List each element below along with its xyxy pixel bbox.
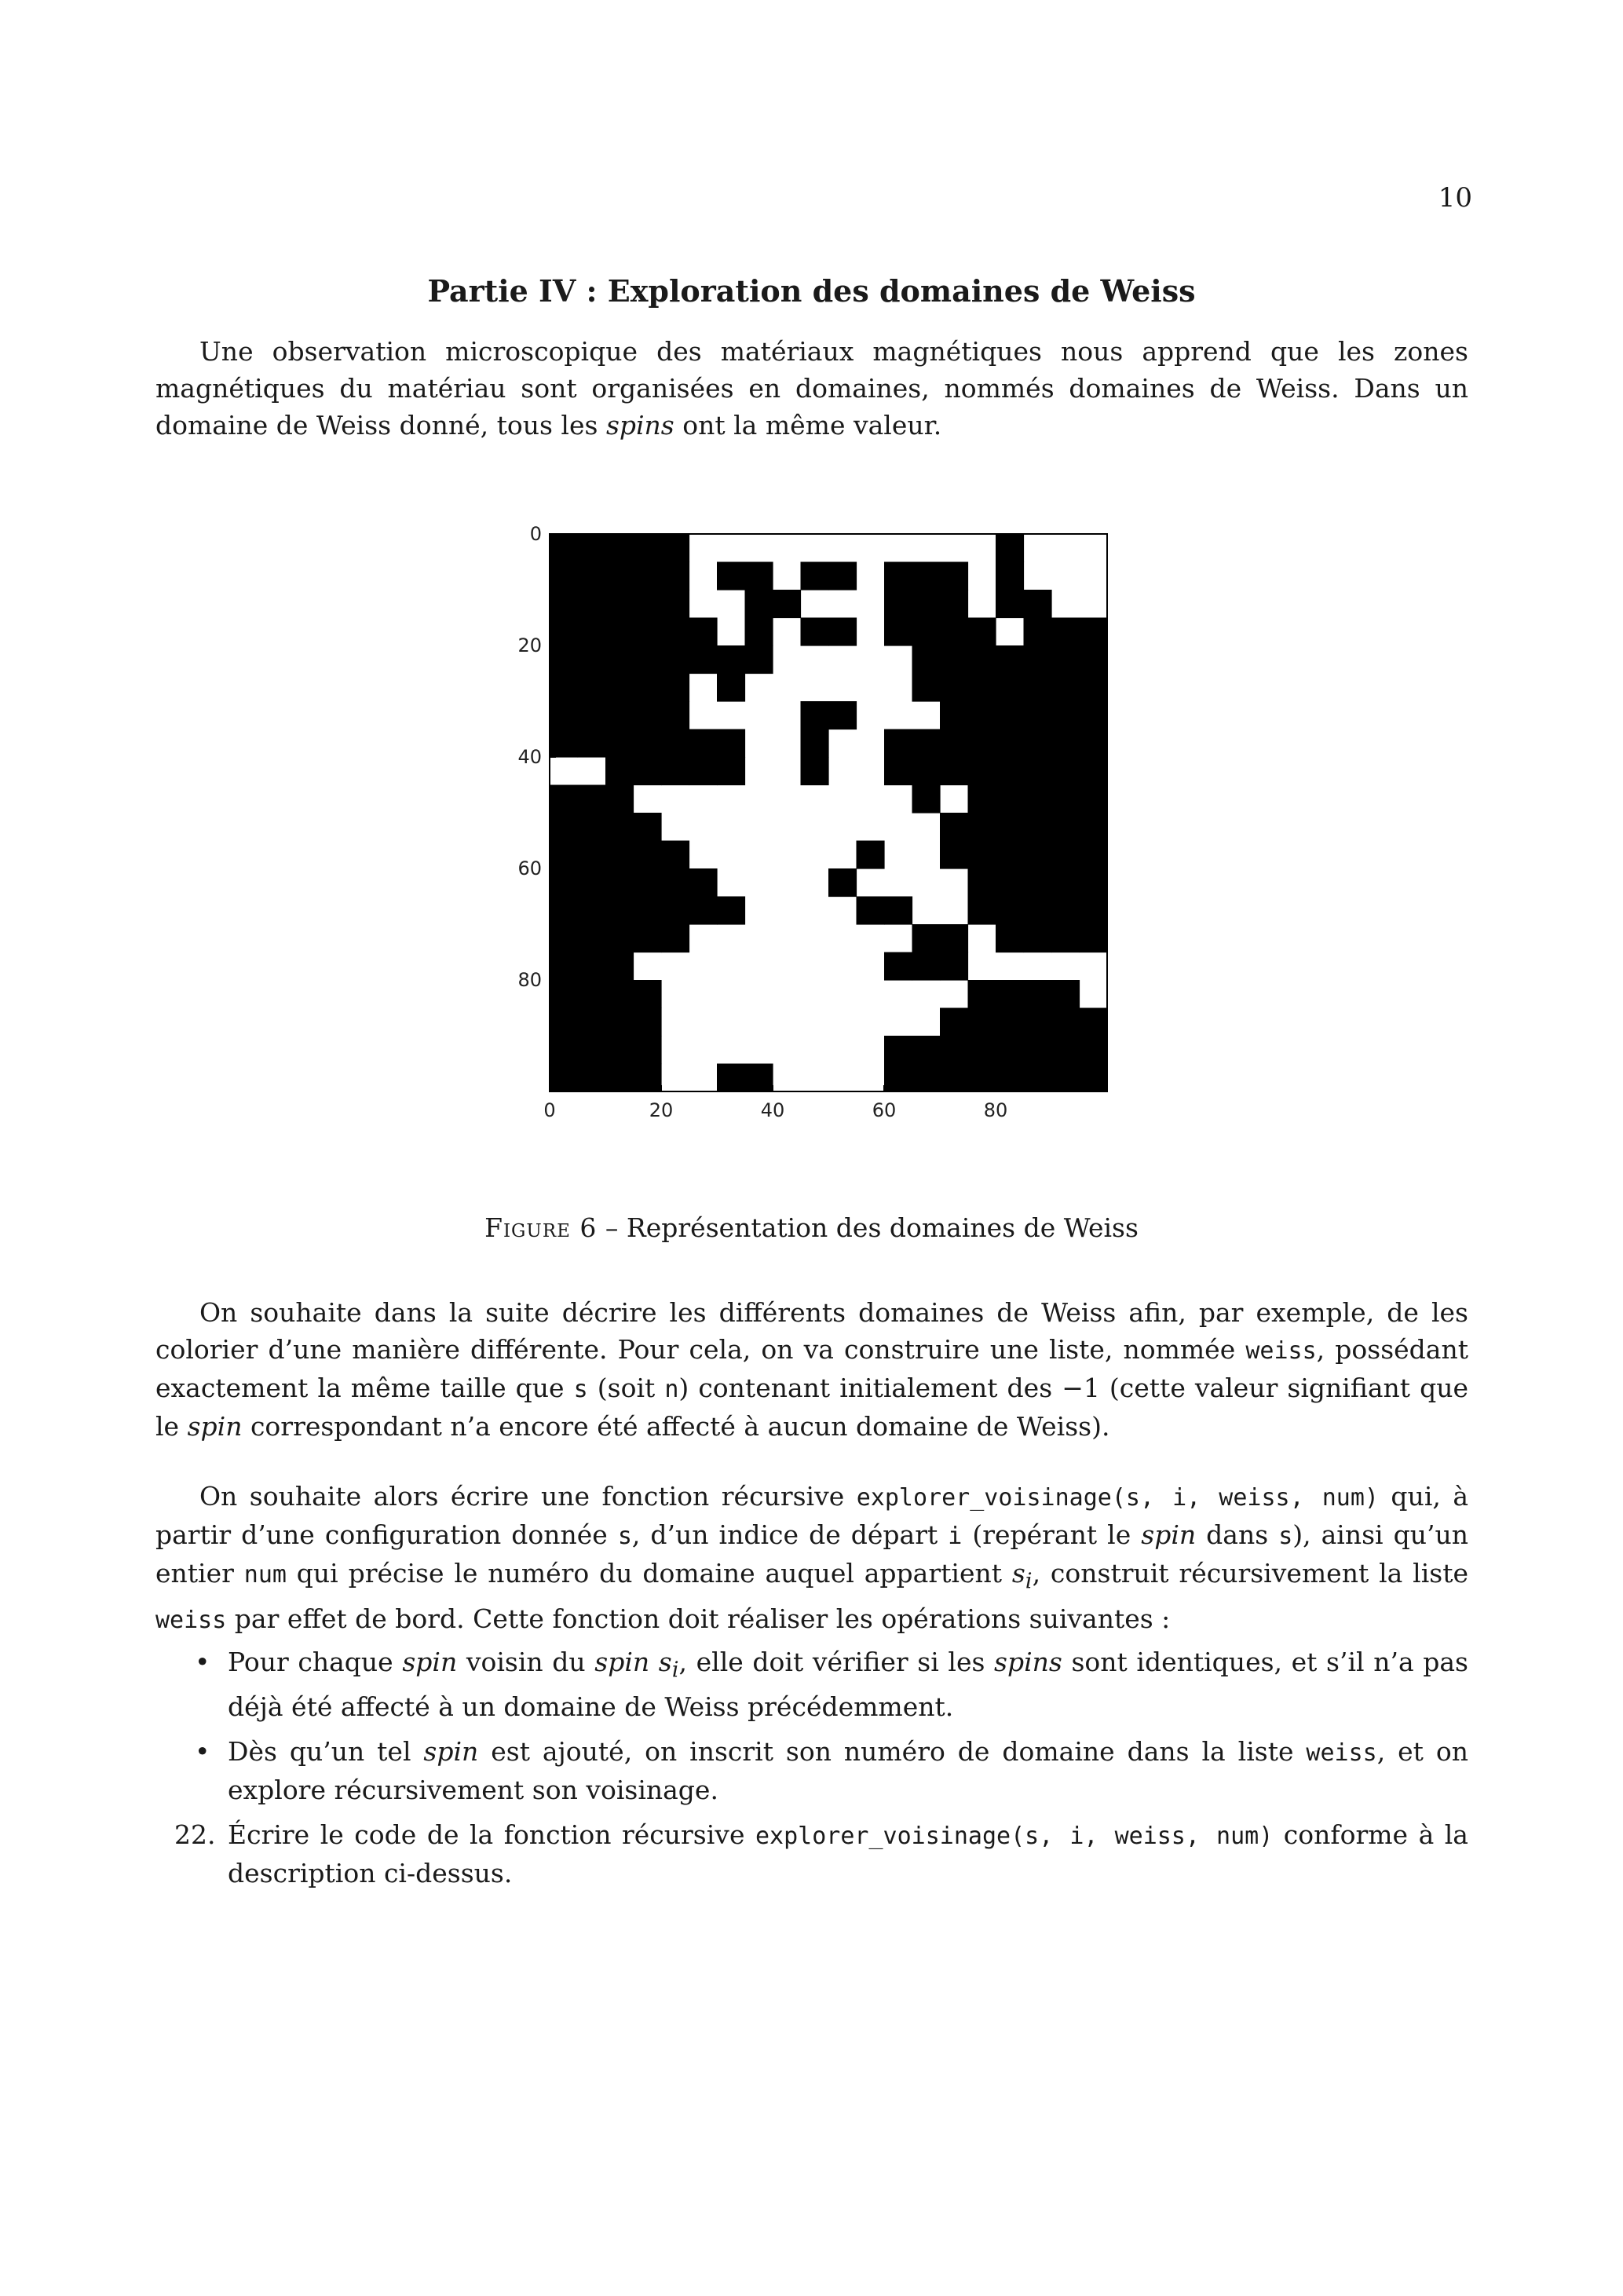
heatmap-cell [996,674,1024,702]
heatmap-cell [940,590,968,618]
heatmap-cell [996,785,1024,813]
heatmap-cell [1024,645,1052,674]
heatmap-cell [550,590,578,618]
heatmap-cell [550,729,578,758]
heatmap-cell [550,897,578,925]
heatmap-cell [605,590,634,618]
heatmap-cell [968,757,996,785]
heatmap-cell [912,590,941,618]
heatmap-cell [1051,618,1080,646]
heatmap-cell [968,1064,996,1092]
heatmap-cell [745,562,773,590]
heatmap-cell [634,841,662,869]
heatmap-cell [801,701,829,729]
question-22: 22. Écrire le code de la fonction récursive explorer_voisinage(s, i, weiss, num) conforme à la description ci-dessus. [174,1819,1468,1889]
heatmap-cell [605,562,634,590]
heatmap-cell [1024,868,1052,897]
heatmap-cell [1080,618,1108,646]
heatmap-cell [940,813,968,841]
y-tick-label: 40 [517,746,542,768]
heatmap-cell [912,952,941,981]
paragraph-weiss-list: On souhaite dans la suite décrire les différents domaines de Weiss afin, par exemple, de les colorier d’une manière différente. Pour cela, on va construire une liste, nommée weiss, possédant exactement la même taille que s (soit n) contenant initialement des −1 (cette valeur signifiant que le spin correspondant n’a encore été affecté à aucun domaine de Weiss). [155,1297,1468,1442]
heatmap-cell [550,1064,578,1092]
heatmap-cell [717,729,745,758]
heatmap-cell [912,1064,941,1092]
heatmap-cell [1080,868,1108,897]
heatmap-cell [912,674,941,702]
heatmap-cell [1024,897,1052,925]
heatmap-cell [1080,924,1108,952]
heatmap-cell [828,701,857,729]
heatmap-cell [550,1036,578,1064]
heatmap-cell [605,952,634,981]
heatmap-cell [996,897,1024,925]
heatmap-cell [550,1008,578,1036]
heatmap-cell [634,534,662,562]
heatmap-cell [634,813,662,841]
heatmap-cell [884,757,912,785]
heatmap-cell [717,897,745,925]
heatmap-cell [661,618,689,646]
paragraph-function-spec: On souhaite alors écrire une fonction récursive explorer_voisinage(s, i, weiss, num) qui, à partir d’une configuration donnée s, d’un indice de départ i (repérant le spin dans s), ainsi qu’un entier num qui précise le numéro du domaine auquel appartient $s_i$, construit récursivement la liste weiss par effet de bord. Cette fonction doit réaliser les opérations suivantes : • Pour chaque spin voisin du spin $s_i$, elle doit vérifier si les spins sont identiques, et s’il n’a pas déjà été affecté à un domaine de Weiss précédemment. • Dès qu’un tel spin est ajouté, on inscrit son numéro de domaine dans la liste weiss, et on explore récursivement son voisinage. 22. Écrire le code de la fonction récursive explorer_voisinage(s, i, weiss, num) conforme à la description ci-dessus. [155,1478,1468,1892]
heatmap-cell [1051,980,1080,1008]
heatmap-cell [1080,785,1108,813]
heatmap-cell [634,645,662,674]
heatmap-cell [550,841,578,869]
heatmap-cell [996,757,1024,785]
heatmap-cell [661,729,689,758]
heatmap-cell [940,952,968,981]
heatmap-cell [968,980,996,1008]
heatmap-cell [884,952,912,981]
heatmap-cell [1051,1008,1080,1036]
heatmap-cell [605,785,634,813]
heatmap-cell [996,701,1024,729]
heatmap-cell [661,868,689,897]
heatmap-cell [996,1064,1024,1092]
heatmap-cell [996,645,1024,674]
heatmap-cell [661,841,689,869]
heatmap-cell [801,618,829,646]
heatmap-cell [773,590,801,618]
x-tick-label: 0 [543,1099,556,1121]
heatmap-cell [912,757,941,785]
heatmap-cell [634,701,662,729]
heatmap-cell [940,1036,968,1064]
heatmap-cell [717,757,745,785]
heatmap-cell [605,924,634,952]
heatmap-cell [940,1008,968,1036]
heatmap-cell [578,562,606,590]
heatmap-cell [634,562,662,590]
heatmap-cell [1024,785,1052,813]
heatmap-cell [634,757,662,785]
heatmap-cell [578,701,606,729]
heatmap-cell [605,618,634,646]
figure-caption: Figure 6 – Représentation des domaines de Weiss [484,1212,1139,1243]
heatmap-cell [550,674,578,702]
heatmap-cell [940,618,968,646]
heatmap-cell [1051,701,1080,729]
heatmap-cell [578,868,606,897]
x-tick-label: 60 [872,1099,897,1121]
heatmap-cell [940,645,968,674]
heatmap-cell [1051,1064,1080,1092]
heatmap-cell [605,1008,634,1036]
heatmap-cell [1080,841,1108,869]
heatmap-cell [1024,924,1052,952]
heatmap-cell [801,562,829,590]
heatmap-cell [605,980,634,1008]
heatmap-cell [828,562,857,590]
heatmap-cell [1051,813,1080,841]
heatmap-cell [1024,674,1052,702]
x-tick-label: 20 [649,1099,674,1121]
heatmap-cell [1051,674,1080,702]
heatmap-cell [605,1064,634,1092]
operations-list [155,1643,1468,1809]
heatmap-cell [1024,813,1052,841]
heatmap-cell [717,562,745,590]
heatmap-cell [578,897,606,925]
heatmap-cell [634,1036,662,1064]
y-tick-label: 60 [517,857,542,879]
heatmap-cell [1024,1064,1052,1092]
heatmap-cell [884,562,912,590]
heatmap-cell [605,729,634,758]
heatmap-cell [745,618,773,646]
heatmap-cell [940,674,968,702]
heatmap-cell [1024,757,1052,785]
list-item: • Pour chaque spin voisin du spin $s_i$, elle doit vérifier si les spins sont identiques, et s’il n’a pas déjà été affecté à un domaine de Weiss précédemment. [195,1646,1468,1723]
heatmap-cell [605,757,634,785]
heatmap-cell [996,924,1024,952]
heatmap-cell [1080,813,1108,841]
heatmap-cell [661,897,689,925]
heatmap-cell [1080,1008,1108,1036]
section-title: Partie IV : Exploration des domaines de Weiss [427,273,1196,309]
heatmap-cell [745,645,773,674]
heatmap-cell [996,1008,1024,1036]
heatmap-cell [661,757,689,785]
heatmap-cell [1051,645,1080,674]
heatmap-cell [968,674,996,702]
heatmap-cell [912,562,941,590]
heatmap-cell [689,868,718,897]
heatmap-cell [884,897,912,925]
heatmap-cell [912,645,941,674]
heatmap-cell [578,618,606,646]
heatmap-cell [1051,729,1080,758]
heatmap-cell [1024,618,1052,646]
heatmap-cell [550,813,578,841]
heatmap-cell [1080,674,1108,702]
y-tick-label: 0 [529,523,542,545]
heatmap-cell [605,897,634,925]
x-tick-label: 40 [760,1099,785,1121]
heatmap-cell [968,618,996,646]
heatmap-cell [912,924,941,952]
heatmap-cell [661,924,689,952]
heatmap-cell [1080,729,1108,758]
heatmap-cell [605,841,634,869]
y-tick-label: 20 [517,634,542,656]
heatmap-cell [661,645,689,674]
heatmap-cell [1024,841,1052,869]
heatmap-cell [1051,868,1080,897]
heatmap-cell [801,729,829,758]
heatmap-cell [578,841,606,869]
heatmap-cell [1051,897,1080,925]
heatmap-cell [661,562,689,590]
heatmap-cell [1080,701,1108,729]
heatmap-cell [940,729,968,758]
heatmap-cell [550,924,578,952]
heatmap-cell [717,645,745,674]
heatmap-cell [1024,729,1052,758]
x-tick-label: 80 [983,1099,1008,1121]
heatmap-cell [968,785,996,813]
figure-caption-text: Représentation des domaines de Weiss [626,1212,1139,1243]
heatmap-cell [634,924,662,952]
heatmap-cell [996,841,1024,869]
heatmap-cell [661,701,689,729]
heatmap-cell [996,980,1024,1008]
heatmap-cell [857,841,885,869]
page-number: 10 [1438,182,1472,214]
heatmap-cell [550,562,578,590]
heatmap-cell [996,729,1024,758]
heatmap-cell [605,813,634,841]
list-item: • Dès qu’un tel spin est ajouté, on inscrit son numéro de domaine dans la liste weiss, et on explore récursivement son voisinage. [195,1736,1468,1806]
heatmap-cell [1051,757,1080,785]
heatmap-cell [634,618,662,646]
heatmap-cell [689,729,718,758]
heatmap-cell [968,645,996,674]
heatmap-cell [689,618,718,646]
figure-label: Figure 6 [484,1212,598,1243]
heatmap-cell [940,701,968,729]
heatmap-cell [634,868,662,897]
heatmap-cell [996,1036,1024,1064]
heatmap-cell [550,868,578,897]
heatmap-cell [578,1036,606,1064]
heatmap-cell [634,980,662,1008]
weiss-domain-heatmap [487,518,1115,1146]
heatmap-cell [996,813,1024,841]
heatmap-cell [968,729,996,758]
heatmap-cell [605,701,634,729]
heatmap-cell [578,813,606,841]
heatmap-cell [1080,757,1108,785]
heatmap-cell [605,534,634,562]
heatmap-cell [578,924,606,952]
heatmap-cell [968,841,996,869]
heatmap-cell [1051,1036,1080,1064]
heatmap-cell [968,897,996,925]
heatmap-cell [550,952,578,981]
heatmap-cell [1024,980,1052,1008]
heatmap-cell [996,590,1024,618]
heatmap-cell [605,1036,634,1064]
heatmap-cell [634,590,662,618]
heatmap-cell [717,1064,745,1092]
heatmap-cell [634,897,662,925]
heatmap-cell [968,701,996,729]
heatmap-cell [884,1064,912,1092]
heatmap-cell [550,785,578,813]
heatmap-cell [1080,897,1108,925]
heatmap-cell [912,785,941,813]
heatmap-cell [1024,1036,1052,1064]
heatmap-cell [578,729,606,758]
heatmap-cell [1024,1008,1052,1036]
heatmap-cell [1051,841,1080,869]
heatmap-cell [689,757,718,785]
heatmap-cell [634,674,662,702]
heatmap-cell [912,618,941,646]
heatmap-cell [940,841,968,869]
heatmap-cell [968,813,996,841]
heatmap-cell [968,868,996,897]
heatmap-cell [605,674,634,702]
heatmap-cell [996,868,1024,897]
heatmap-cell [578,645,606,674]
heatmap-cell [968,1036,996,1064]
heatmap-cell [884,729,912,758]
heatmap-cell [550,701,578,729]
heatmap-cell [578,1008,606,1036]
heatmap-cell [578,1064,606,1092]
heatmap-cell [550,645,578,674]
heatmap-cell [605,868,634,897]
heatmap-cell [717,674,745,702]
heatmap-cell [578,785,606,813]
heatmap-cell [745,590,773,618]
heatmap-cell [550,618,578,646]
heatmap-cell [1051,924,1080,952]
heatmap-cell [550,534,578,562]
heatmap-cell [578,674,606,702]
heatmap-cell [828,868,857,897]
heatmap-cell [605,645,634,674]
heatmap-cell [884,590,912,618]
heatmap-cell [1080,645,1108,674]
heatmap-cell [912,1036,941,1064]
heatmap-cell [940,757,968,785]
heatmap-cell [578,980,606,1008]
heatmap-cell [1051,785,1080,813]
heatmap-cell [828,618,857,646]
heatmap-cell [940,1064,968,1092]
heatmap-cell [857,897,885,925]
heatmap-cell [550,980,578,1008]
heatmap-cell [1080,1064,1108,1092]
heatmap-cell [578,952,606,981]
heatmap-cell [968,1008,996,1036]
y-tick-label: 80 [517,969,542,991]
heatmap-cell [912,729,941,758]
heatmap-cell [689,645,718,674]
heatmap-cell [634,1064,662,1092]
heatmap-cell [578,534,606,562]
intro-paragraph: Une observation microscopique des matériaux magnétiques nous apprend que les zones magnétiques du matériau sont organisées en domaines, nommés domaines de Weiss. Dans un domaine de Weiss donné, tous les spins ont la même valeur. [155,336,1468,441]
heatmap-cell [996,562,1024,590]
heatmap-cell [940,562,968,590]
heatmap-cell [661,674,689,702]
heatmap-cell [634,1008,662,1036]
heatmap-cell [884,618,912,646]
heatmap-cell [940,924,968,952]
heatmap-cell [661,534,689,562]
heatmap-cell [1024,701,1052,729]
heatmap-cell [996,534,1024,562]
heatmap-cell [745,1064,773,1092]
heatmap-cell [884,1036,912,1064]
heatmap-cell [1080,1036,1108,1064]
heatmap-cell [661,590,689,618]
heatmap-cell [578,590,606,618]
heatmap-cell [1024,590,1052,618]
heatmap-cell [634,729,662,758]
heatmap-cell [689,897,718,925]
heatmap-cell [801,757,829,785]
